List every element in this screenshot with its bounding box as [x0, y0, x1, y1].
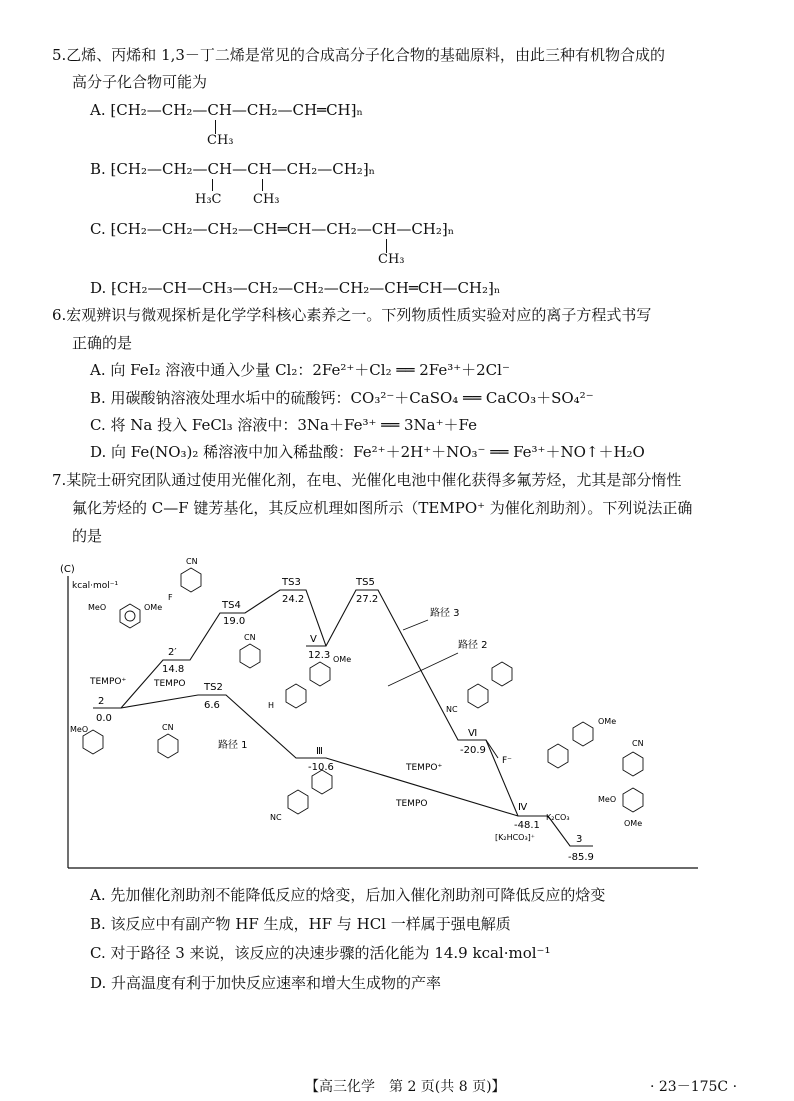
adduct-ring-3	[288, 790, 308, 814]
cation-ring-1	[548, 744, 568, 768]
q6-stem-line2: 正确的是	[72, 334, 133, 352]
page-footer: 【高三化学 第 2 页(共 8 页)】	[305, 1079, 506, 1095]
page-code: · 23－175C ·	[650, 1079, 738, 1095]
q5-option-a: A. ⁅CH₂—CH₂—CH—CH₂—CH═CH⁆ₙ	[90, 101, 363, 119]
q6-stem-line1: 6.宏观辨识与微观探析是化学学科核心素养之一。下列物质性质实验对应的离子方程式书写	[52, 306, 652, 324]
q5-option-c: C. ⁅CH₂—CH₂—CH₂—CH═CH—CH₂—CH—CH₂⁆ₙ	[90, 220, 455, 238]
tempo-plus-label: TEMPO⁺	[90, 677, 127, 687]
adduct-ring-5	[468, 684, 488, 708]
energy-profile-diagram	[58, 558, 708, 878]
atom-nc-1: NC	[270, 813, 282, 822]
q7-stem-line1: 7.某院士研究团队通过使用光催化剂，在电、光催化电池中催化获得多氟芳烃，尤其是部分惰性	[52, 471, 682, 489]
level-2-value: 0.0	[96, 713, 112, 724]
level-iii-value: -10.6	[308, 762, 334, 773]
cyano-anion-ring	[181, 568, 201, 592]
adduct-ring-1	[286, 684, 306, 708]
path-2-label: 路径 2	[458, 640, 488, 651]
level-v-value: 12.3	[308, 650, 331, 661]
level-ts2-value: 6.6	[204, 700, 220, 711]
atom-meo-1: MeO	[88, 603, 107, 612]
level-iv-value: -48.1	[514, 820, 540, 831]
atom-meo-2: MeO	[70, 725, 89, 734]
methoxy-cation-circle	[125, 611, 135, 621]
level-ts5-name: TS5	[356, 577, 375, 588]
q5-option-d: D. ⁅CH₂—CH—CH₃—CH₂—CH₂—CH₂—CH═CH—CH₂⁆ₙ	[90, 279, 501, 297]
q7-option-a: A. 先加催化剂助剂不能降低反应的焓变，后加入催化剂助剂可降低反应的焓变	[90, 886, 606, 904]
q6-option-c: C. 将 Na 投入 FeCl₃ 溶液中：3Na＋Fe³⁺ ══ 3Na⁺＋Fe	[90, 416, 477, 434]
methoxy-cation-ring	[120, 604, 140, 628]
q5-option-b-branch-1: H₃C	[195, 192, 222, 207]
level-3-value: -85.9	[568, 852, 594, 863]
level-2-name: 2	[98, 696, 105, 707]
panel-label: (C)	[60, 564, 75, 575]
q7-option-b: B. 该反应中有副产物 HF 生成，HF 与 HCl 一样属于强电解质	[90, 915, 511, 933]
atom-ome-2: OMe	[333, 655, 352, 664]
q7-stem-line3: 的是	[72, 527, 103, 545]
level-iv-name: Ⅳ	[518, 802, 528, 813]
level-3-name: 3	[576, 834, 583, 845]
level-vi-name: Ⅵ	[468, 728, 478, 739]
q6-option-a: A. 向 FeI₂ 溶液中通入少量 Cl₂：2Fe²⁺＋Cl₂ ══ 2Fe³⁺＋2Cl⁻	[90, 361, 510, 379]
cyano-radical-ring	[240, 644, 260, 668]
atom-cn-3: CN	[162, 723, 174, 732]
atom-cn-2: CN	[244, 633, 256, 642]
level-iii-name: Ⅲ	[316, 746, 323, 757]
level-2prime-name: 2′	[168, 647, 177, 658]
atom-f-1: F	[168, 593, 173, 602]
q5-stem-line1: 5.乙烯、丙烯和 1,3－丁二烯是常见的合成高分子化合物的基础原料，由此三种有机物合成的	[52, 46, 665, 64]
q5-a-branch-bond	[215, 120, 216, 134]
q5-stem-line2: 高分子化合物可能为	[72, 73, 208, 91]
atom-cn-4: CN	[632, 739, 644, 748]
level-2prime-value: 14.8	[162, 664, 185, 675]
product-ring-1	[623, 752, 643, 776]
tempo-label: TEMPO	[154, 679, 186, 689]
cation-ring-2	[573, 722, 593, 746]
adduct-ring-6	[492, 662, 512, 686]
product-ring-2	[623, 788, 643, 812]
adduct-ring-4	[312, 770, 332, 794]
level-ts3-value: 24.2	[282, 594, 305, 605]
path-3-leader	[403, 620, 428, 630]
level-ts4-value: 19.0	[223, 616, 246, 627]
level-v-name: V	[310, 634, 317, 645]
q5-option-c-branch: CH₃	[378, 252, 405, 267]
q6-option-d: D. 向 Fe(NO₃)₂ 稀溶液中加入稀盐酸：Fe²⁺＋2H⁺＋NO₃⁻ ══ Fe³⁺＋NO↑＋H₂O	[90, 443, 645, 461]
q7-option-d: D. 升高温度有利于加快反应速率和增大生成物的产率	[90, 974, 442, 992]
level-ts4-name: TS4	[222, 600, 241, 611]
atom-ome-3: OMe	[598, 717, 617, 726]
k2co3-label: K₂CO₃	[546, 813, 570, 822]
atom-nc-2: NC	[446, 705, 458, 714]
q5-b-branch-bond-1	[212, 179, 213, 191]
atom-meo-3: MeO	[598, 795, 617, 804]
level-ts2-name: TS2	[204, 682, 223, 693]
path-2-leader	[388, 653, 458, 686]
q5-b-branch-bond-2	[262, 179, 263, 191]
q5-c-branch-bond	[386, 239, 387, 253]
atom-h-1: H	[268, 701, 275, 710]
q7-stem-line2: 氟化芳烃的 C—F 键芳基化，其反应机理如图所示（TEMPO⁺ 为催化剂助剂）。下列说法正确	[72, 499, 693, 517]
q7-option-c: C. 对于路径 3 来说，该反应的决速步骤的活化能为 14.9 kcal·mol⁻¹	[90, 944, 551, 962]
level-ts3-name: TS3	[282, 577, 301, 588]
level-vi-value: -20.9	[460, 745, 486, 756]
q6-option-b: B. 用碳酸钠溶液处理水垢中的硫酸钙：CO₃²⁻＋CaSO₄ ══ CaCO₃＋SO₄²⁻	[90, 389, 594, 407]
adduct-ring-2	[310, 662, 330, 686]
q5-option-a-branch: CH₃	[207, 133, 234, 148]
cyano-fluoro-ring	[158, 734, 178, 758]
tempo-label-2: TEMPO	[396, 799, 428, 809]
atom-ome-1: OMe	[144, 603, 163, 612]
path-3-label: 路径 3	[430, 608, 460, 619]
fluoride-label: F⁻	[502, 756, 512, 766]
atom-ome-4: OMe	[624, 819, 643, 828]
q5-option-b: B. ⁅CH₂—CH₂—CH—CH—CH₂—CH₂⁆ₙ	[90, 160, 376, 178]
y-unit-label: kcal·mol⁻¹	[72, 581, 119, 591]
atom-cn-1: CN	[186, 558, 198, 566]
khco3-label: [K₂HCO₃]⁺	[495, 833, 536, 842]
level-ts5-value: 27.2	[356, 594, 379, 605]
path-1-label: 路径 1	[218, 740, 248, 751]
q5-option-b-branch-2: CH₃	[253, 192, 280, 207]
tempo-plus-label-2: TEMPO⁺	[406, 763, 443, 773]
